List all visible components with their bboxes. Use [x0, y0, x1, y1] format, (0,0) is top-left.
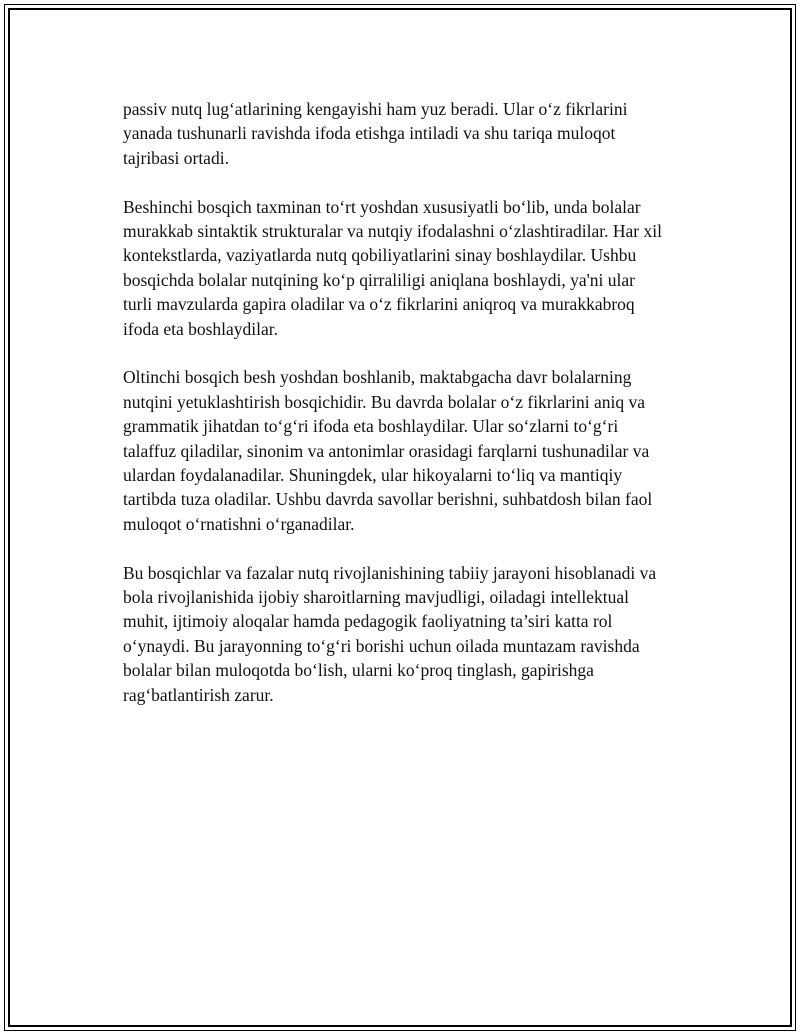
- text-line: o‘ynaydi. Bu jarayonning to‘g‘ri borishi uchun oilada muntazam ravishda: [123, 635, 640, 656]
- paragraph-3: [123, 365, 698, 536]
- text-line: Oltinchi bosqich besh yoshdan boshlanib, maktabgacha davr bolalarning: [123, 367, 632, 388]
- paragraph-1: [123, 97, 698, 170]
- text-line: bolalar bilan muloqotda bo‘lish, ularni ko‘proq tinglash, gapirishga: [123, 660, 594, 681]
- text-line: nutqini yetuklashtirish bosqichidir. Bu davrda bolalar o‘z fikrlarini aniq va: [123, 391, 645, 412]
- paragraph-2: [123, 195, 698, 341]
- text-line: Bu bosqichlar va fazalar nutq rivojlanishining tabiiy jarayoni hisoblanadi va: [123, 562, 657, 583]
- text-line: kontekstlarda, vaziyatlarda nutq qobiliyatlarini sinay boshlaydilar. Ushbu: [123, 245, 637, 266]
- paragraph-4: [123, 561, 698, 707]
- page-border: [4, 4, 796, 1031]
- document-body: [123, 97, 698, 732]
- text-line: yanada tushunarli ravishda ifoda etishga intiladi va shu tariqa muloqot: [123, 123, 616, 144]
- text-line: muhit, ijtimoiy aloqalar hamda pedagogik faoliyatning ta’siri katta rol: [123, 611, 613, 632]
- text-line: ifoda eta boshlaydilar.: [123, 318, 279, 339]
- text-line: murakkab sintaktik strukturalar va nutqiy ifodalashni o‘zlashtiradilar. Har xil: [123, 221, 662, 242]
- text-line: tartibda tuza oladilar. Ushbu davrda savollar berishni, suhbatdosh bilan faol: [123, 489, 653, 510]
- text-line: talaffuz qiladilar, sinonim va antonimlar orasidagi farqlarni tushunadilar va: [123, 440, 650, 461]
- text-line: grammatik jihatdan to‘g‘ri ifoda eta boshlaydilar. Ular so‘zlarni to‘g‘ri: [123, 416, 619, 437]
- text-line: tajribasi ortadi.: [123, 147, 229, 168]
- text-line: Beshinchi bosqich taxminan to‘rt yoshdan xususiyatli bo‘lib, unda bolalar: [123, 196, 641, 217]
- text-line: ulardan foydalanadilar. Shuningdek, ular hikoyalarni to‘liq va mantiqiy: [123, 465, 623, 486]
- text-line: bosqichda bolalar nutqining ko‘p qirraliligi aniqlana boshlaydi, ya'ni ular: [123, 269, 635, 290]
- text-line: bola rivojlanishida ijobiy sharoitlarning mavjudligi, oiladagi intellektual: [123, 587, 629, 608]
- text-line: rag‘batlantirish zarur.: [123, 684, 274, 705]
- text-line: turli mavzularda gapira oladilar va o‘z fikrlarini aniqroq va murakkabroq: [123, 294, 635, 315]
- text-line: passiv nutq lug‘atlarining kengayishi ham yuz beradi. Ular o‘z fikrlarini: [123, 99, 628, 119]
- text-line: muloqot o‘rnatishni o‘rganadilar.: [123, 513, 355, 534]
